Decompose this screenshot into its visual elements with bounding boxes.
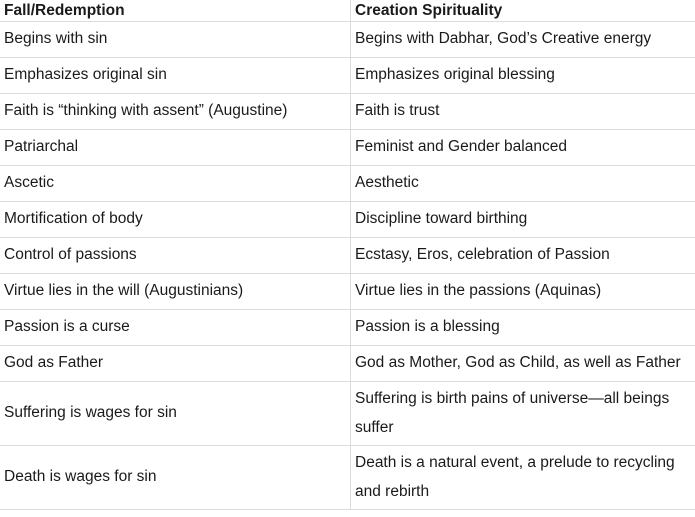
header-row [0,0,695,22]
table-row [0,202,695,238]
table-row [0,58,695,94]
table-row [0,130,695,166]
table-row [0,274,695,310]
creation-cell: Death is a natural event, a prelude to recycling and rebirth [351,446,695,510]
creation-cell: Virtue lies in the passions (Aquinas) [351,274,695,310]
fall-cell: Control of passions [0,238,351,274]
header-fall-redemption: Fall/Redemption [0,0,351,22]
table-body [0,22,695,510]
fall-cell: Patriarchal [0,130,351,166]
table-row [0,94,695,130]
creation-cell: Feminist and Gender balanced [351,130,695,166]
creation-cell: Begins with Dabhar, God’s Creative energy [351,22,695,58]
table-row [0,382,695,446]
creation-cell: Aesthetic [351,166,695,202]
creation-cell: Ecstasy, Eros, celebration of Passion [351,238,695,274]
table-row [0,310,695,346]
fall-cell: Emphasizes original sin [0,58,351,94]
table-row [0,22,695,58]
fall-cell: Faith is “thinking with assent” (Augustine) [0,94,351,130]
creation-cell: Faith is trust [351,94,695,130]
creation-cell: Suffering is birth pains of universe—all beings suffer [351,382,695,446]
table-row [0,166,695,202]
fall-cell: Virtue lies in the will (Augustinians) [0,274,351,310]
fall-cell: Begins with sin [0,22,351,58]
fall-cell: Passion is a curse [0,310,351,346]
creation-cell: Passion is a blessing [351,310,695,346]
creation-cell: Emphasizes original blessing [351,58,695,94]
table-header [0,0,695,22]
fall-cell: Death is wages for sin [0,446,351,510]
fall-cell: Suffering is wages for sin [0,382,351,446]
table-row [0,446,695,510]
fall-cell: Mortification of body [0,202,351,238]
header-creation-spirituality: Creation Spirituality [351,0,695,22]
fall-cell: God as Father [0,346,351,382]
table-row [0,238,695,274]
creation-cell: Discipline toward birthing [351,202,695,238]
table-row [0,346,695,382]
fall-cell: Ascetic [0,166,351,202]
creation-cell: God as Mother, God as Child, as well as Father [351,346,695,382]
